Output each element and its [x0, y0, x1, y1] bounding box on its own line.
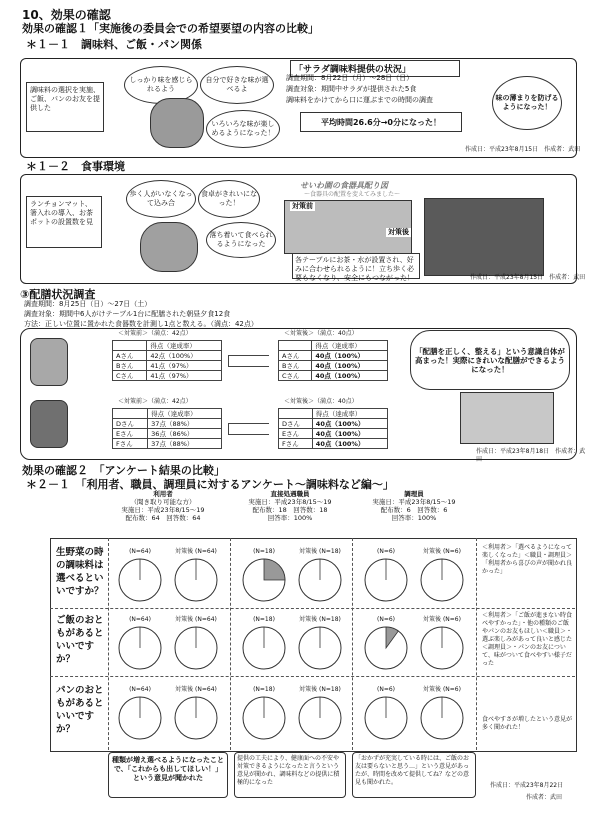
group-sub: （聞き取り可能な方） [130, 498, 196, 506]
pie-svg [362, 556, 410, 604]
pie-svg [296, 624, 344, 672]
person-good-illustration [30, 338, 68, 386]
pie-svg [362, 694, 410, 742]
part2-bubble-3: 落ち着いて食べられるようになった [206, 222, 276, 258]
pie-chart [414, 616, 470, 676]
survey-author: 作成者：武田 [526, 794, 563, 801]
t1-before-table [112, 340, 222, 381]
pie-svg [296, 556, 344, 604]
table-row [279, 439, 388, 449]
subsection-1-2-title: ＊１－２ 食事環境 [26, 160, 125, 173]
pie-svg [172, 624, 220, 672]
cell: Aさん [113, 351, 147, 361]
table-row [113, 351, 222, 361]
group-rate: 回答率：100% [391, 514, 437, 522]
grid-divider [230, 538, 231, 750]
cell: 41点（97%） [147, 371, 222, 381]
pie-n-label: 対策後 (N=18) [299, 686, 341, 693]
part1-bubble-3: いろいろな味が楽しめるようになった！ [206, 110, 280, 148]
survey-created: 作成日：平成23年8月22日 [490, 782, 564, 789]
pie-n-label: (N=18) [253, 548, 275, 555]
cell: 41点（97%） [147, 361, 222, 371]
table-row [113, 361, 222, 371]
pie-chart [168, 548, 224, 608]
pie-chart [358, 616, 414, 676]
group-counts: 配布数：64 回答数：64 [125, 514, 201, 522]
part1-left-box: 調味料の選択を実施、ご飯、パンのお友を提供した [26, 82, 104, 132]
pie-chart [414, 548, 470, 608]
pie-n-label: 対策後 (N=64) [175, 686, 217, 693]
cell: Cさん [279, 371, 312, 381]
pie-chart [292, 686, 348, 746]
part2-bubble-1: 歩く人がいなくなって込み合 [126, 180, 196, 218]
pie-n-label: (N=6) [376, 686, 395, 693]
pie-n-label: 対策後 (N=6) [423, 548, 461, 555]
question-2: ご飯のおともがあるといいですか？ [56, 615, 104, 665]
t2-after-title: ＜対策後＞（満点：40点） [284, 398, 358, 405]
comments-row3: 食べやすさが増したという意見が多く聞かれた！ [482, 716, 573, 731]
pie-n-label: 対策後 (N=18) [299, 548, 341, 555]
pie-chart [168, 616, 224, 676]
footer-staff: 提供の工夫により、健康面への不安や対策できるようになったと言うという意見が聞かれ、調味料などの提供に積極的になった [234, 752, 346, 798]
pie-svg [116, 556, 164, 604]
pie-n-label: (N=64) [129, 616, 151, 623]
pie-chart [292, 548, 348, 608]
confirmation-2-title: 効果の確認２ 「アンケート結果の比較」 [22, 464, 225, 477]
pie-chart [358, 548, 414, 608]
grid-divider [50, 608, 575, 609]
pie-svg [418, 694, 466, 742]
pie-svg [240, 624, 288, 672]
pie-svg [116, 624, 164, 672]
group-name: 利用者 [153, 490, 173, 498]
table-row [113, 371, 222, 381]
pie-n-label: (N=64) [129, 686, 151, 693]
cell: Eさん [113, 429, 148, 439]
serving-method: 方法：正しい位置に置かれた食器数を計測し1点と数える。（満点：42点） [24, 320, 258, 328]
grid-divider [108, 538, 109, 750]
grid-divider [352, 538, 353, 750]
comments-row2: ＜利用者＞「ご飯が進まない時食べやすかった」・他の種類のご飯やパンのお友もほしい＜職員＞・選ぶ楽しみがあって良いと感じた＜調理員＞・パンのお友について、味がついて食べやすい様子だった [482, 612, 573, 667]
table-row [279, 351, 388, 361]
question-3: パンのおともがあるといいですか？ [56, 685, 104, 735]
t2-before-table [112, 408, 222, 449]
after-layout-photo [424, 198, 544, 276]
group-users-header [108, 490, 218, 522]
salad-title: 「サラダ調味料提供の状況」 [290, 60, 460, 77]
serving-survey-title: ③配膳状況調査 [20, 288, 96, 301]
group-period: 実施日：平成23年8/15～19 [121, 506, 205, 514]
t1-before-title: ＜対策前＞（満点：42点） [118, 330, 192, 337]
pie-chart [168, 686, 224, 746]
pie-chart [358, 686, 414, 746]
pie-svg [172, 556, 220, 604]
pie-n-label: 対策後 (N=6) [423, 686, 461, 693]
table-row [113, 439, 222, 449]
t1-after-title: ＜対策後＞（満点：40点） [284, 330, 358, 337]
serving-callout: 「配膳を正しく、整える」という意識自体が高まった！実際にきれいな配膳ができるようになった！ [410, 330, 570, 390]
pie-n-label: 対策後 (N=6) [423, 616, 461, 623]
pie-n-label: 対策後 (N=18) [299, 616, 341, 623]
tray-sign: せいわ園の食器具配り図 [300, 181, 388, 190]
group-period: 実施日：平成23年8/15～19 [372, 498, 456, 506]
group-name: 調理員 [404, 490, 424, 498]
question-1: 生野菜の時の調味料は選べるといいですか？ [56, 547, 104, 597]
group-counts: 配布数：18 回答数：18 [252, 506, 328, 514]
cell: Eさん [279, 429, 313, 439]
pie-chart [112, 548, 168, 608]
pie-n-label: (N=18) [253, 686, 275, 693]
cell: Dさん [113, 419, 148, 429]
part2-created: 作成日：平成23年8月15日 作成者：武田 [470, 274, 586, 281]
pie-chart [112, 616, 168, 676]
pie-n-label: (N=64) [129, 548, 151, 555]
part2-left-box: ランチョンマット、箸入れの導入、お茶ポットの設置数を見 [26, 196, 102, 248]
grid-divider [50, 676, 575, 677]
cell: 40点（100%） [312, 419, 387, 429]
table-row [279, 429, 388, 439]
part2-note: 各テーブルにお茶・水が設置され、好みに合わせられるように！立ち歩く必要もなくなり、安全にもつながった！ [292, 253, 420, 279]
t2-after-header: 得点（達成率） [312, 409, 387, 419]
subsection-2-1-title: ＊２－１ 「利用者、職員、調理員に対するアンケート～調味料など編～」 [26, 478, 394, 491]
after-label: 対策後 [388, 228, 409, 236]
t1-arrow [228, 355, 269, 367]
group-cooks-header [356, 490, 472, 522]
cell: 42点（100%） [147, 351, 222, 361]
pie-svg [418, 556, 466, 604]
pie-svg [296, 694, 344, 742]
part1-created: 作成日：平成23年8月15日 作成者：武田 [465, 146, 581, 153]
pie-chart [414, 686, 470, 746]
pie-n-label: (N=6) [376, 616, 395, 623]
section-title: 10、効果の確認 [22, 8, 111, 22]
dining-illustration [140, 222, 198, 272]
confirmation-1-title: 効果の確認１「実施後の委員会での希望要望の内容の比較」 [22, 22, 319, 35]
serving-photo [460, 392, 554, 444]
t1-before-header: 得点（達成率） [147, 341, 222, 351]
salad-period: 調査期間：8月22日（月）～28日（日） [286, 74, 414, 82]
residents-illustration [150, 98, 204, 148]
pie-svg [116, 694, 164, 742]
pie-svg [418, 624, 466, 672]
grid-divider [476, 538, 477, 750]
footer-cooks: 「おかずが充実している時には、ご飯のお友は要らないと思う…」という意見があったが、時間を改めて提供してね？などの意見も聞かれた。 [352, 752, 476, 798]
pie-chart [236, 686, 292, 746]
cell: Aさん [279, 351, 312, 361]
table-row [279, 361, 388, 371]
serving-period: 調査期間：8月25日（日）～27日（土） [24, 300, 152, 308]
pie-n-label: (N=6) [376, 548, 395, 555]
table-row [279, 371, 388, 381]
salad-target: 調査対象：期間中サラダが提供された5食 [286, 85, 417, 93]
t2-after-table [278, 408, 388, 449]
pie-chart [236, 616, 292, 676]
pie-svg [172, 694, 220, 742]
subsection-1-1-title: ＊１－１ 調味料、ご飯・パン関係 [26, 38, 202, 51]
group-period: 実施日：平成23年8/15～19 [248, 498, 332, 506]
pie-svg [362, 624, 410, 672]
group-staff-header [232, 490, 348, 522]
cell: 36点（86%） [148, 429, 222, 439]
tray-sign-sub: ～食器具の配置を変えてみました～ [304, 191, 401, 198]
comments-row1: ＜利用者＞「選べるようになって楽しくなった」＜職員・調理員＞「利用者から喜びの声が聞かれ良かった」 [482, 544, 573, 575]
cell: Fさん [113, 439, 148, 449]
pie-n-label: 対策後 (N=64) [175, 616, 217, 623]
part1-bubble-2: 自分で好きな味が選べるよ [200, 66, 274, 104]
pie-svg [240, 694, 288, 742]
pie-svg [240, 556, 288, 604]
cell: 40点（100%） [312, 439, 387, 449]
person-bad-illustration [30, 400, 68, 448]
part2-bubble-2: 食卓がきれいになった！ [198, 180, 260, 218]
cell: 40点（100%） [312, 371, 388, 381]
avg-time-banner: 平均時間26.6分→0分になった！ [300, 112, 462, 132]
cell: 37点（88%） [148, 439, 222, 449]
cell: Bさん [279, 361, 312, 371]
pie-n-label: (N=18) [253, 616, 275, 623]
cell: Fさん [279, 439, 313, 449]
t1-after-header: 得点（達成率） [312, 341, 388, 351]
pie-slice-minor [264, 559, 285, 580]
cell: 40点（100%） [312, 361, 388, 371]
table-row [113, 429, 222, 439]
cell: Bさん [113, 361, 147, 371]
t2-arrow [228, 423, 269, 435]
pie-chart [292, 616, 348, 676]
cell: 37点（88%） [148, 419, 222, 429]
serving-target: 調査対象：期間中6人がけテーブル1台に配膳された朝昼夕食12食 [24, 310, 231, 318]
salad-method: 調味料をかけてから口に運ぶまでの時間の調査 [286, 96, 433, 104]
part3-created: 作成日：平成23年8月18日 作成者：武田 [476, 448, 586, 463]
table-row [279, 419, 388, 429]
group-rate: 回答率：100% [267, 514, 313, 522]
t1-after-table [278, 340, 388, 381]
cell: Dさん [279, 419, 313, 429]
group-name: 直接処遇職員 [270, 490, 310, 498]
pie-chart [112, 686, 168, 746]
before-label: 対策前 [292, 202, 313, 210]
cell: Cさん [113, 371, 147, 381]
t2-before-header: 得点（達成率） [148, 409, 222, 419]
part1-right-bubble: 味の薄まりを防げるようになった！ [492, 76, 562, 130]
t2-before-title: ＜対策前＞（満点：42点） [118, 398, 192, 405]
pie-chart [236, 548, 292, 608]
cell: 40点（100%） [312, 351, 388, 361]
cell: 40点（100%） [312, 429, 387, 439]
group-counts: 配布数：6 回答数：6 [380, 506, 448, 514]
footer-users: 種類が増え選べるようになったことで、「これからも出してほしい！」という意見が聞かれた [108, 752, 228, 798]
pie-n-label: 対策後 (N=64) [175, 548, 217, 555]
table-row [113, 419, 222, 429]
part1-bubble-1: しっかり味を感じられるよう [124, 66, 198, 104]
